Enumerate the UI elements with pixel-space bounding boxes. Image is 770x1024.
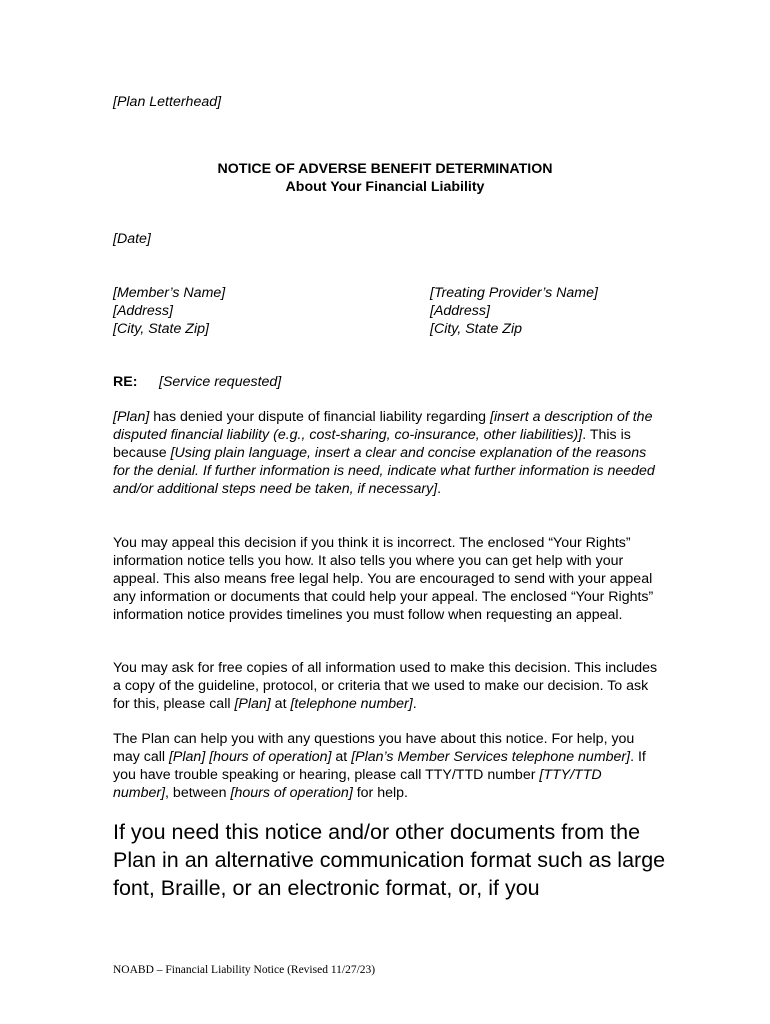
hours-placeholder: [hours of operation] (209, 749, 332, 765)
copies-text: You may ask for free copies of all information used to make this decision. This includes a copy of the guideline, protocol, or criteria that we used to make our decision. To ask for this, please call (113, 660, 658, 712)
plan-placeholder: [Plan] (234, 696, 271, 712)
help-text-2: at (331, 749, 352, 765)
denial-text: has denied your dispute of financial liability regarding (149, 409, 490, 425)
plan-placeholder: [Plan] (113, 409, 150, 425)
member-city: [City, State Zip] (113, 321, 209, 337)
plan-placeholder: [Plan] (168, 749, 206, 765)
member-services-phone-placeholder: [Plan’s Member Services telephone number] (351, 749, 631, 765)
help-text-4: , between (165, 785, 231, 801)
help-text: The Plan can help you with any questions you have about this notice. For help, you may call (113, 731, 635, 765)
provider-address: [Address] (430, 303, 490, 319)
denial-text-2: . This is because (113, 427, 631, 461)
paragraph-denial (113, 408, 658, 498)
hours-placeholder-2: [hours of operation] (230, 785, 353, 801)
paragraph-copies (113, 659, 658, 713)
member-address-block (113, 284, 225, 338)
re-line (113, 373, 281, 391)
liability-description: [insert a description of the disputed financial liability (e.g., cost-sharing, co-insurance, other liabilities)] (113, 409, 653, 443)
notice-date: [Date] (113, 231, 151, 247)
re-label: RE: (113, 374, 138, 390)
notice-title-line1: NOTICE OF ADVERSE BENEFIT DETERMINATION (217, 161, 553, 177)
paragraph-help (113, 730, 658, 802)
copies-text-3: . (412, 696, 417, 712)
member-address: [Address] (113, 303, 173, 319)
re-service: [Service requested] (159, 374, 282, 390)
page-footer: NOABD – Financial Liability Notice (Revised 11/27/23) (113, 964, 376, 976)
help-text-3: . If you have trouble speaking or hearing, please call TTY/TTD number (113, 749, 646, 783)
paragraph-appeal: You may appeal this decision if you think it is incorrect. The enclosed “Your Rights” information notice tells you how. It also tells you where you can get help with your appeal. This also means free legal help. You are encouraged to send with your appeal any information or documents that could help your appeal. The enclosed “Your Rights” information notice provides timelines you must follow when requesting an appeal. (113, 535, 654, 623)
member-name: [Member’s Name] (113, 285, 226, 301)
telephone-placeholder: [telephone number] (290, 696, 413, 712)
provider-name: [Treating Provider’s Name] (430, 285, 598, 301)
provider-address-block (430, 284, 598, 338)
plan-letterhead: [Plan Letterhead] (113, 94, 222, 110)
help-text-5: for help. (352, 785, 408, 801)
tty-placeholder: [TTY/TTD number] (113, 767, 602, 801)
notice-title (0, 160, 770, 196)
denial-reason: [Using plain language, insert a clear and concise explanation of the reasons for the denial. If further information is need, indicate what further information is needed and/or additional steps need be taken, if necessary] (113, 445, 655, 497)
copies-text-2: at (270, 696, 291, 712)
alternative-format-notice: If you need this notice and/or other documents from the Plan in an alternative communication format such as large font, Braille, or an electronic format, or, if you (113, 820, 666, 900)
provider-city: [City, State Zip (430, 321, 522, 337)
notice-title-line2: About Your Financial Liability (285, 179, 485, 195)
denial-text-3: . (437, 481, 442, 497)
